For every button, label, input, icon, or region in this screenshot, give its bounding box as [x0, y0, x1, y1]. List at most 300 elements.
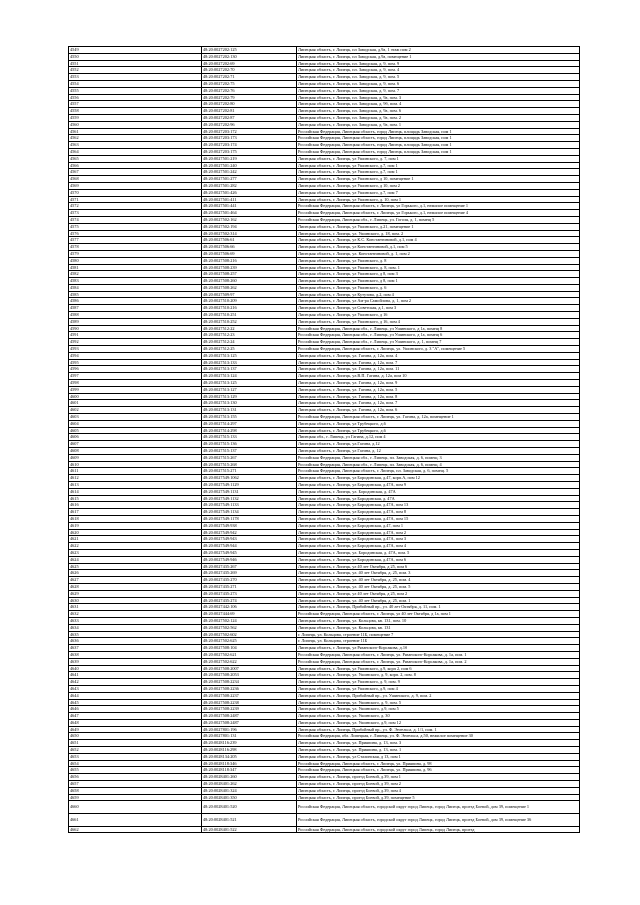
row-number-cell: 4649 [69, 726, 202, 733]
row-number-cell: 4556 [69, 94, 202, 101]
cadastral-number-cell: 48:20:0027512:24 [202, 339, 297, 346]
address-cell: Липецкая область, г. Липецк, ул. Гагина, д. 12а, пом. 4 [297, 352, 580, 359]
address-cell: Липецкая область, г. Липецк, ул Ушинского, д 8, пом 1 [297, 278, 580, 285]
address-cell: Липецкая область, г. Липецк, ул.В.П. Гагина, д. 12а, пом 10 [297, 373, 580, 380]
address-cell: Липецкая область, г. Липецк, ул. Гагина, д. 12а, пом. 7 [297, 359, 580, 366]
table-row [69, 767, 580, 774]
cadastral-number-cell: 48:20:0027549:1131 [202, 488, 297, 495]
table-row [69, 427, 580, 434]
table-row [69, 230, 580, 237]
cadastral-number-cell: 48:20:0027501:219 [202, 155, 297, 162]
table-row [69, 359, 580, 366]
cadastral-number-cell: 48:20:0027515:267 [202, 454, 297, 461]
address-cell: Российская Федерация, Липецкая область, г. Липецк, ул. Рязанского-Корсакова, д. 1а, пом. 1 [297, 651, 580, 658]
cadastral-number-cell: 48:20:0027549:1178 [202, 515, 297, 522]
cadastral-number-cell: 48:20:0027508:2234 [202, 679, 297, 686]
address-cell: Липецкая область, г. Липецк, ул. Прияпина, д. 13, пом. 3 [297, 740, 580, 747]
row-number-cell: 4587 [69, 305, 202, 312]
address-cell: Липецкая область, г. Липецк, пл. Заводская, д. 9б, пом. 4 [297, 101, 580, 108]
cadastral-number-cell: 48:20:0027549:1132 [202, 495, 297, 502]
table-row [69, 47, 580, 54]
address-cell: Липецкая область, г. Липецк, ул Советская, д.1, пом 3 [297, 305, 580, 312]
address-cell: Липецкая область, г. Липецк, ул Бородинская, д.47А, пом 9 [297, 482, 580, 489]
cadastral-number-cell: 48:20:0027508:2239 [202, 706, 297, 713]
cadastral-number-cell: 48:20:0027508:2487 [202, 719, 297, 726]
table-row [69, 305, 580, 312]
row-number-cell: 4655 [69, 767, 202, 774]
address-cell: Липецкая область, г. Липецк, пл. Заводская, д. 9, пом. 4 [297, 67, 580, 74]
address-cell: Липецкая область, г. Липецк, ул Ушинского, д 10, пом 2 [297, 182, 580, 189]
cadastral-number-cell: 48:20:0027513:137 [202, 366, 297, 373]
address-cell: Российская Федерация, Липецкая область, г. Липецк, ул Горького, д.1, нежилое помещение 4 [297, 210, 580, 217]
cadastral-number-cell: 48:20:0027501:426 [202, 189, 297, 196]
cadastral-number-cell: 48:20:0027202:80 [202, 101, 297, 108]
table-row [69, 583, 580, 590]
address-cell: Липецкая область, г. Липецк, ул Ушинского, д. 8 [297, 257, 580, 264]
table-row [69, 826, 580, 833]
address-cell: Липецкая область, г. Липецк, ул. Ушинского, д.9, пом 5 [297, 706, 580, 713]
cadastral-number-cell: 48:20:0027508:257 [202, 271, 297, 278]
row-number-cell: 4552 [69, 67, 202, 74]
address-cell: Липецкая область, г. Липецк, ул. Ушинского, д. 9, корп. 2, пом. 8 [297, 672, 580, 679]
address-cell: Липецкая область, г. Липецк, ул 40 лет Октября, д 25, пом 6 [297, 563, 580, 570]
table-row [69, 556, 580, 563]
address-cell: Липецкая область, г. Липецк, ул. 40 лет Октября, д. 25, пом. 3 [297, 570, 580, 577]
cadastral-number-cell: 48:20:0027514:297 [202, 420, 297, 427]
address-cell: Российская Федерация, Липецкая обл., г. Липецк, пл. Заводская, д. 6, помещ. 4 [297, 461, 580, 468]
address-cell: Липецкая область, г. Липецк, проезд Боевой, д 39, пом 2 [297, 781, 580, 788]
cadastral-number-cell: 48:20:0027435:271 [202, 583, 297, 590]
row-number-cell: 4659 [69, 794, 202, 801]
cadastral-number-cell: 48:20:0027508:216 [202, 257, 297, 264]
table-row [69, 651, 580, 658]
row-number-cell: 4586 [69, 298, 202, 305]
row-number-cell: 4650 [69, 733, 202, 740]
row-number-cell: 4638 [69, 651, 202, 658]
table-row [69, 189, 580, 196]
row-number-cell: 4594 [69, 352, 202, 359]
row-number-cell: 4563 [69, 142, 202, 149]
table-row [69, 753, 580, 760]
address-cell: Российская Федерация, Липецкая обл., г. Липецк, ул Ушинского, д 1а, помещ 8 [297, 325, 580, 332]
address-cell: Липецкая область, г. Липецк, ул. 40 лет Октября, д. 25, пом. 4 [297, 577, 580, 584]
row-number-cell: 4632 [69, 611, 202, 618]
cadastral-number-cell: 48:20:0027508:2238 [202, 699, 297, 706]
row-number-cell: 4609 [69, 454, 202, 461]
row-number-cell: 4599 [69, 386, 202, 393]
table-row [69, 611, 580, 618]
row-number-cell: 4626 [69, 570, 202, 577]
row-number-cell: 4554 [69, 80, 202, 87]
row-number-cell: 4661 [69, 814, 202, 827]
cadastral-number-cell: 48:20:0027513:155 [202, 414, 297, 421]
cadastral-number-cell: 48:20:0027508:2053 [202, 672, 297, 679]
address-cell: Липецкая область, г. Липецк, ул Бородинская, д.47А, пом 2 [297, 529, 580, 536]
row-number-cell: 4662 [69, 826, 202, 833]
table-row [69, 577, 580, 584]
row-number-cell: 4640 [69, 665, 202, 672]
row-number-cell: 4639 [69, 658, 202, 665]
row-number-cell: 4603 [69, 414, 202, 421]
address-cell: Липецкая область, г. Липецк, ул Трубецкого, д.6 [297, 427, 580, 434]
table-row [69, 244, 580, 251]
registry-table-body [69, 47, 580, 833]
row-number-cell: 4622 [69, 543, 202, 550]
table-row [69, 794, 580, 801]
row-number-cell: 4637 [69, 645, 202, 652]
table-row [69, 393, 580, 400]
row-number-cell: 4607 [69, 441, 202, 448]
table-row [69, 60, 580, 67]
address-cell: Липецкая область, г. Липецк, ул. Гагина, д. 12а, пом. 11 [297, 366, 580, 373]
table-row [69, 216, 580, 223]
address-cell: Липецкая область, г. Липецк, ул. 40 лет Октября, д. 25, пом. 1 [297, 597, 580, 604]
table-row [69, 223, 580, 230]
cadastral-number-cell: 48:20:0027502:622 [202, 658, 297, 665]
row-number-cell: 4580 [69, 257, 202, 264]
table-row [69, 420, 580, 427]
address-cell: Липецкая область, г. Липецк, ул. Гагина, д. 12а, пом. 9 [297, 380, 580, 387]
address-cell: Российская Федерация, Липецкая обл., г. Липецк, ул. Гоголя, д. 1, помещ 5 [297, 216, 580, 223]
cadastral-number-cell: 48:20:0027435:274 [202, 597, 297, 604]
cadastral-number-cell: 48:20:0027502:621 [202, 651, 297, 658]
row-number-cell: 4636 [69, 638, 202, 645]
table-row [69, 699, 580, 706]
cadastral-number-cell: 48:20:0027202:69 [202, 60, 297, 67]
row-number-cell: 4623 [69, 549, 202, 556]
address-cell: Липецкая область, г. Липецк, Прибойный пр., ул. Ф. Энгельса, д. 1/1, пом. 1 [297, 726, 580, 733]
cadastral-number-cell: 48:20:0027203:175 [202, 148, 297, 155]
table-row [69, 468, 580, 475]
table-row [69, 318, 580, 325]
table-row [69, 291, 580, 298]
address-cell: Липецкая область, г. Липецк, ул 40 лет Октября, д 25, пом 2 [297, 590, 580, 597]
cadastral-number-cell: 48:20:0027501:464 [202, 210, 297, 217]
table-row [69, 94, 580, 101]
address-cell: Российская Федерация, Липецкая область, г. Липецк, ул. Прияпина, д. 98 [297, 760, 580, 767]
table-row [69, 162, 580, 169]
address-cell: Липецкая область, г. Липецк, ул Рязанского-Корсакова, д.1б [297, 645, 580, 652]
address-cell: Российская Федерация, Липецкая обл., г. Липецк, ул Ушинского, д 1а, помещ 6 [297, 332, 580, 339]
row-number-cell: 4658 [69, 787, 202, 794]
address-cell: Липецкая область, г. Липецк, ул. Ушинского, д. 30 [297, 713, 580, 720]
address-cell: Российская Федерация, Липецкая область, городской округ город Липецк, город Липецк, проезд [297, 826, 580, 833]
row-number-cell: 4645 [69, 699, 202, 706]
address-cell: Липецкая область, г. Липецк, ул Ам-ра Самойлова, д. 1, пом 2 [297, 298, 580, 305]
address-cell: Российская Федерация, Липецкая обл., г. Липецк, пл. Заводская, д. 6, помещ. 3 [297, 454, 580, 461]
row-number-cell: 4577 [69, 237, 202, 244]
table-row [69, 414, 580, 421]
cadastral-number-cell: 48:20:0027508:2007 [202, 665, 297, 672]
cadastral-number-cell: 48:20:0027444:69 [202, 611, 297, 618]
table-row [69, 713, 580, 720]
address-cell: Липецкая область, г. Липецк, ул Бородинская, д.47, пом 1 [297, 522, 580, 529]
cadastral-number-cell: 48:20:0027435:270 [202, 577, 297, 584]
cadastral-number-cell: 48:20:0027502:314 [202, 230, 297, 237]
address-cell: Липецкая область, г. Липецк, ул. Кольцова, кв. 131, пом. 10 [297, 617, 580, 624]
cadastral-number-cell: 48:20:0027515:133 [202, 434, 297, 441]
table-row [69, 719, 580, 726]
row-number-cell: 4588 [69, 312, 202, 319]
address-cell: Российская Федерация, обл. Липецкая, г. Липецк, ул. Ф. Энгельса, д.50, нежилое помещение 30 [297, 733, 580, 740]
table-row [69, 250, 580, 257]
row-number-cell: 4584 [69, 284, 202, 291]
row-number-cell: 4565 [69, 155, 202, 162]
address-cell: Российская Федерация, Липецкая область, г. Липецк, ул. Рязанского-Корсакова, д. 1а, пом. 2 [297, 658, 580, 665]
address-cell: Российская Федерация, Липецкая область, город Липецк, площадь Заводская, пом 1 [297, 142, 580, 149]
table-row [69, 400, 580, 407]
address-cell: Российская Федерация, Липецкая область, город Липецк, площадь Заводская, пом 1 [297, 135, 580, 142]
cadastral-number-cell: 48:20:0027508:262 [202, 284, 297, 291]
table-row [69, 271, 580, 278]
cadastral-number-cell: 48:20:0027501:282 [202, 182, 297, 189]
table-row [69, 373, 580, 380]
address-cell: Липецкая обл., г. Липецк, ул Гагина, д.12, пом 4 [297, 434, 580, 441]
address-cell: Липецкая область, г. Липецк, пл. Заводская, д. 9а, пом. 2 [297, 114, 580, 121]
registry-table [68, 46, 580, 833]
table-row [69, 774, 580, 781]
row-number-cell: 4620 [69, 529, 202, 536]
cadastral-number-cell: 48:20:0027202:70 [202, 67, 297, 74]
cadastral-number-cell: 48:20:0027508:2487 [202, 713, 297, 720]
table-row [69, 176, 580, 183]
row-number-cell: 4605 [69, 427, 202, 434]
table-row [69, 631, 580, 638]
row-number-cell: 4571 [69, 196, 202, 203]
address-cell: Липецкая область, г. Липецк, пл. Заводская, д. 9, пом. 5 [297, 74, 580, 81]
cadastral-number-cell: 48:20:0027549:1129 [202, 482, 297, 489]
table-row [69, 87, 580, 94]
cadastral-number-cell: 48:20:0027501:441 [202, 203, 297, 210]
cadastral-number-cell: 48:20:0027435:273 [202, 590, 297, 597]
address-cell: Липецкая область, г. Липецк, ул Ушинского, д.9, корп 2, пом 6 [297, 665, 580, 672]
address-cell: Липецкая область, г. Липецк, ул. Гагина, д. 12а, пом. 8 [297, 393, 580, 400]
row-number-cell: 4652 [69, 747, 202, 754]
cadastral-number-cell: 48:20:0027508:2236 [202, 685, 297, 692]
cadastral-number-cell: 48:20:0027512:22 [202, 325, 297, 332]
table-row [69, 434, 580, 441]
cadastral-number-cell: 48:20:0027549:946 [202, 556, 297, 563]
row-number-cell: 4581 [69, 264, 202, 271]
row-number-cell: 4562 [69, 135, 202, 142]
address-cell: Липецкая область, г. Липецк, ул Ушинского, д. 9, пом. 9 [297, 679, 580, 686]
address-cell: Российская Федерация, Липецкая область, г. Липецк, ул 40 лет Октября, д 1а, пом 1 [297, 611, 580, 618]
row-number-cell: 4566 [69, 162, 202, 169]
cadastral-number-cell: 48:20:0028116:239 [202, 740, 297, 747]
cadastral-number-cell: 48:20:0028118:347 [202, 767, 297, 774]
row-number-cell: 4627 [69, 577, 202, 584]
cadastral-number-cell: 48:20:0027501:277 [202, 176, 297, 183]
row-number-cell: 4628 [69, 583, 202, 590]
row-number-cell: 4651 [69, 740, 202, 747]
cadastral-number-cell: 48:20:0027549:938 [202, 522, 297, 529]
row-number-cell: 4561 [69, 128, 202, 135]
table-row [69, 339, 580, 346]
row-number-cell: 4653 [69, 753, 202, 760]
row-number-cell: 4631 [69, 604, 202, 611]
table-row [69, 563, 580, 570]
table-row [69, 128, 580, 135]
address-cell: Липецкая область, г. Липецк, ул. Ушинского, д. 9, пом. 5 [297, 699, 580, 706]
row-number-cell: 4644 [69, 692, 202, 699]
cadastral-number-cell: 48:20:0027501:240 [202, 162, 297, 169]
table-row [69, 604, 580, 611]
cadastral-number-cell: 48:20:0027203:174 [202, 142, 297, 149]
row-number-cell: 4613 [69, 482, 202, 489]
address-cell: Липецкая область, г. Липецк, ул Ушинского, д.7, пом 1 [297, 162, 580, 169]
table-row [69, 461, 580, 468]
cadastral-number-cell: 48:20:0027203:173 [202, 135, 297, 142]
address-cell: Липецкая область, г. Липецк, ул. Константиновой, д. 1, пом 2 [297, 250, 580, 257]
cadastral-number-cell: 48:20:0027435:267 [202, 563, 297, 570]
address-cell: Липецкая область, г. Липецк, проезд Боевой, д.39, пом 1 [297, 774, 580, 781]
address-cell: Липецкая область, г. Липецк, ул.Гагина, д.12 [297, 441, 580, 448]
address-cell: Липецкая область, г. Липецк, ул Бородинская, д.47, корп.А, пом 12 [297, 475, 580, 482]
address-cell: Липецкая область, г. Липецк, ул Кутузова, д.2, пом 4 [297, 291, 580, 298]
row-number-cell: 4553 [69, 74, 202, 81]
row-number-cell: 4589 [69, 318, 202, 325]
table-row [69, 522, 580, 529]
cadastral-number-cell: 48:20:0027513:129 [202, 393, 297, 400]
table-row [69, 210, 580, 217]
address-cell: Липецкая область, г. Липецк, пл. Заводская, д. 9, пом. 7 [297, 87, 580, 94]
table-row [69, 284, 580, 291]
row-number-cell: 4611 [69, 468, 202, 475]
table-row [69, 101, 580, 108]
table-row [69, 135, 580, 142]
address-cell: Липецкая область, г. Липецк, проезд Боевой, д.39, пом 4 [297, 787, 580, 794]
cadastral-number-cell: 48:20:0027502:602 [202, 631, 297, 638]
table-row [69, 781, 580, 788]
row-number-cell: 4635 [69, 631, 202, 638]
cadastral-number-cell: 48:20:0027202:87 [202, 114, 297, 121]
cadastral-number-cell: 48:20:0027513:124 [202, 373, 297, 380]
address-cell: Липецкая область, г. Липецк, ул Ушинского, д.7, пом 1 [297, 169, 580, 176]
table-row [69, 278, 580, 285]
address-cell: Липецкая область, г. Липецк, ул Константиновой, д.1, пом 5 [297, 244, 580, 251]
row-number-cell: 4549 [69, 47, 202, 54]
cadastral-number-cell: 48:20:0027549:1133 [202, 502, 297, 509]
table-row [69, 203, 580, 210]
address-cell: Липецкая область, г. Липецк, пл. Заводская, д. 9, пом. 9 [297, 60, 580, 67]
table-row [69, 679, 580, 686]
cadastral-number-cell: 48:20:0027549:1062 [202, 475, 297, 482]
cadastral-number-cell: 48:20:0028401:522 [202, 826, 297, 833]
row-number-cell: 4575 [69, 223, 202, 230]
table-row [69, 685, 580, 692]
cadastral-number-cell: 48:20:0027508:104 [202, 645, 297, 652]
cadastral-number-cell: 48:20:0027549:945 [202, 549, 297, 556]
cadastral-number-cell: 48:20:0027513:133 [202, 359, 297, 366]
cadastral-number-cell: 48:20:0027202:125 [202, 47, 297, 54]
row-number-cell: 4567 [69, 169, 202, 176]
row-number-cell: 4604 [69, 420, 202, 427]
table-row [69, 196, 580, 203]
cadastral-number-cell: 48:20:0027202:76 [202, 87, 297, 94]
cadastral-number-cell: 48:20:0027202:130 [202, 53, 297, 60]
row-number-cell: 4597 [69, 373, 202, 380]
cadastral-number-cell: 48:20:0028118:346 [202, 760, 297, 767]
address-cell: Липецкая область, г. Липецк, ул. 40 лет Октября, д. 25, пом. 5 [297, 583, 580, 590]
cadastral-number-cell: 48:20:0027513:127 [202, 386, 297, 393]
row-number-cell: 4619 [69, 522, 202, 529]
table-row [69, 509, 580, 516]
table-row [69, 658, 580, 665]
row-number-cell: 4576 [69, 230, 202, 237]
table-row [69, 495, 580, 502]
row-number-cell: 4595 [69, 359, 202, 366]
row-number-cell: 4657 [69, 781, 202, 788]
row-number-cell: 4600 [69, 393, 202, 400]
address-cell: Липецкая область, г. Липецк, ул Бородинская, д.47А, пом 4 [297, 543, 580, 550]
table-row [69, 148, 580, 155]
table-row [69, 441, 580, 448]
table-row [69, 332, 580, 339]
row-number-cell: 4641 [69, 672, 202, 679]
row-number-cell: 4660 [69, 801, 202, 814]
row-number-cell: 4572 [69, 203, 202, 210]
row-number-cell: 4564 [69, 148, 202, 155]
cadastral-number-cell: 48:20:0027549:942 [202, 529, 297, 536]
table-row [69, 706, 580, 713]
table-row [69, 366, 580, 373]
row-number-cell: 4606 [69, 434, 202, 441]
table-row [69, 482, 580, 489]
row-number-cell: 4560 [69, 121, 202, 128]
cadastral-number-cell: 48:20:0027510:216 [202, 305, 297, 312]
table-row [69, 801, 580, 814]
cadastral-number-cell: 48:20:0027549:944 [202, 543, 297, 550]
row-number-cell: 4654 [69, 760, 202, 767]
table-row [69, 672, 580, 679]
cadastral-number-cell: 48:20:0027506:69 [202, 250, 297, 257]
table-row [69, 325, 580, 332]
table-row [69, 787, 580, 794]
table-row [69, 407, 580, 414]
table-row [69, 733, 580, 740]
address-cell: Липецкая область, г. Липецк, ул. Гагина, д. 12а, пом. 6 [297, 407, 580, 414]
address-cell: Липецкая область, г. Липецк, ул Ушинского, д.9, пом 4 [297, 685, 580, 692]
row-number-cell: 4559 [69, 114, 202, 121]
table-row [69, 121, 580, 128]
address-cell: Российская Федерация, Липецкая область, г. Липецк, ул. Прияпина, д. 96 [297, 767, 580, 774]
table-row [69, 142, 580, 149]
address-cell: Липецкая область, г. Липецк, ул Бородинская, д.47А, пом 3 [297, 536, 580, 543]
cadastral-number-cell: 48:20:0027515:136 [202, 441, 297, 448]
row-number-cell: 4573 [69, 210, 202, 217]
address-cell: Липецкая область, г. Липецк, пл. Заводская, д. 9, пом. 6 [297, 80, 580, 87]
cadastral-number-cell: 48:20:0027515:268 [202, 461, 297, 468]
row-number-cell: 4551 [69, 60, 202, 67]
cadastral-number-cell: 48:20:0027801:131 [202, 733, 297, 740]
row-number-cell: 4608 [69, 448, 202, 455]
row-number-cell: 4621 [69, 536, 202, 543]
table-row [69, 475, 580, 482]
address-cell: Липецкая область, г. Липецк, проезд Боевой, д.39, помещение 5 [297, 794, 580, 801]
cadastral-number-cell: 48:20:0027801:196 [202, 726, 297, 733]
table-row [69, 67, 580, 74]
cadastral-number-cell: 48:20:0028401:324 [202, 787, 297, 794]
row-number-cell: 4568 [69, 176, 202, 183]
address-cell: Липецкая область, г. Липецк, ул Ушинского, д. 6 [297, 284, 580, 291]
table-row [69, 108, 580, 115]
row-number-cell: 4555 [69, 87, 202, 94]
address-cell: Липецкая область, г. Липецк, ул Ушинского, д 8, пом 3 [297, 271, 580, 278]
address-cell: Липецкая область, г. Липецк, ул. Бородинская, д. 47А [297, 488, 580, 495]
address-cell: Липецкая область, г. Липецк, ул Ушинского, д 16, пом 4 [297, 318, 580, 325]
address-cell: Липецкая область, г. Липецк, ул. Ушинского, д.9, пом 12 [297, 719, 580, 726]
address-cell: Липецкая область, г. Липецк, ул Гагина, д. 12 [297, 448, 580, 455]
